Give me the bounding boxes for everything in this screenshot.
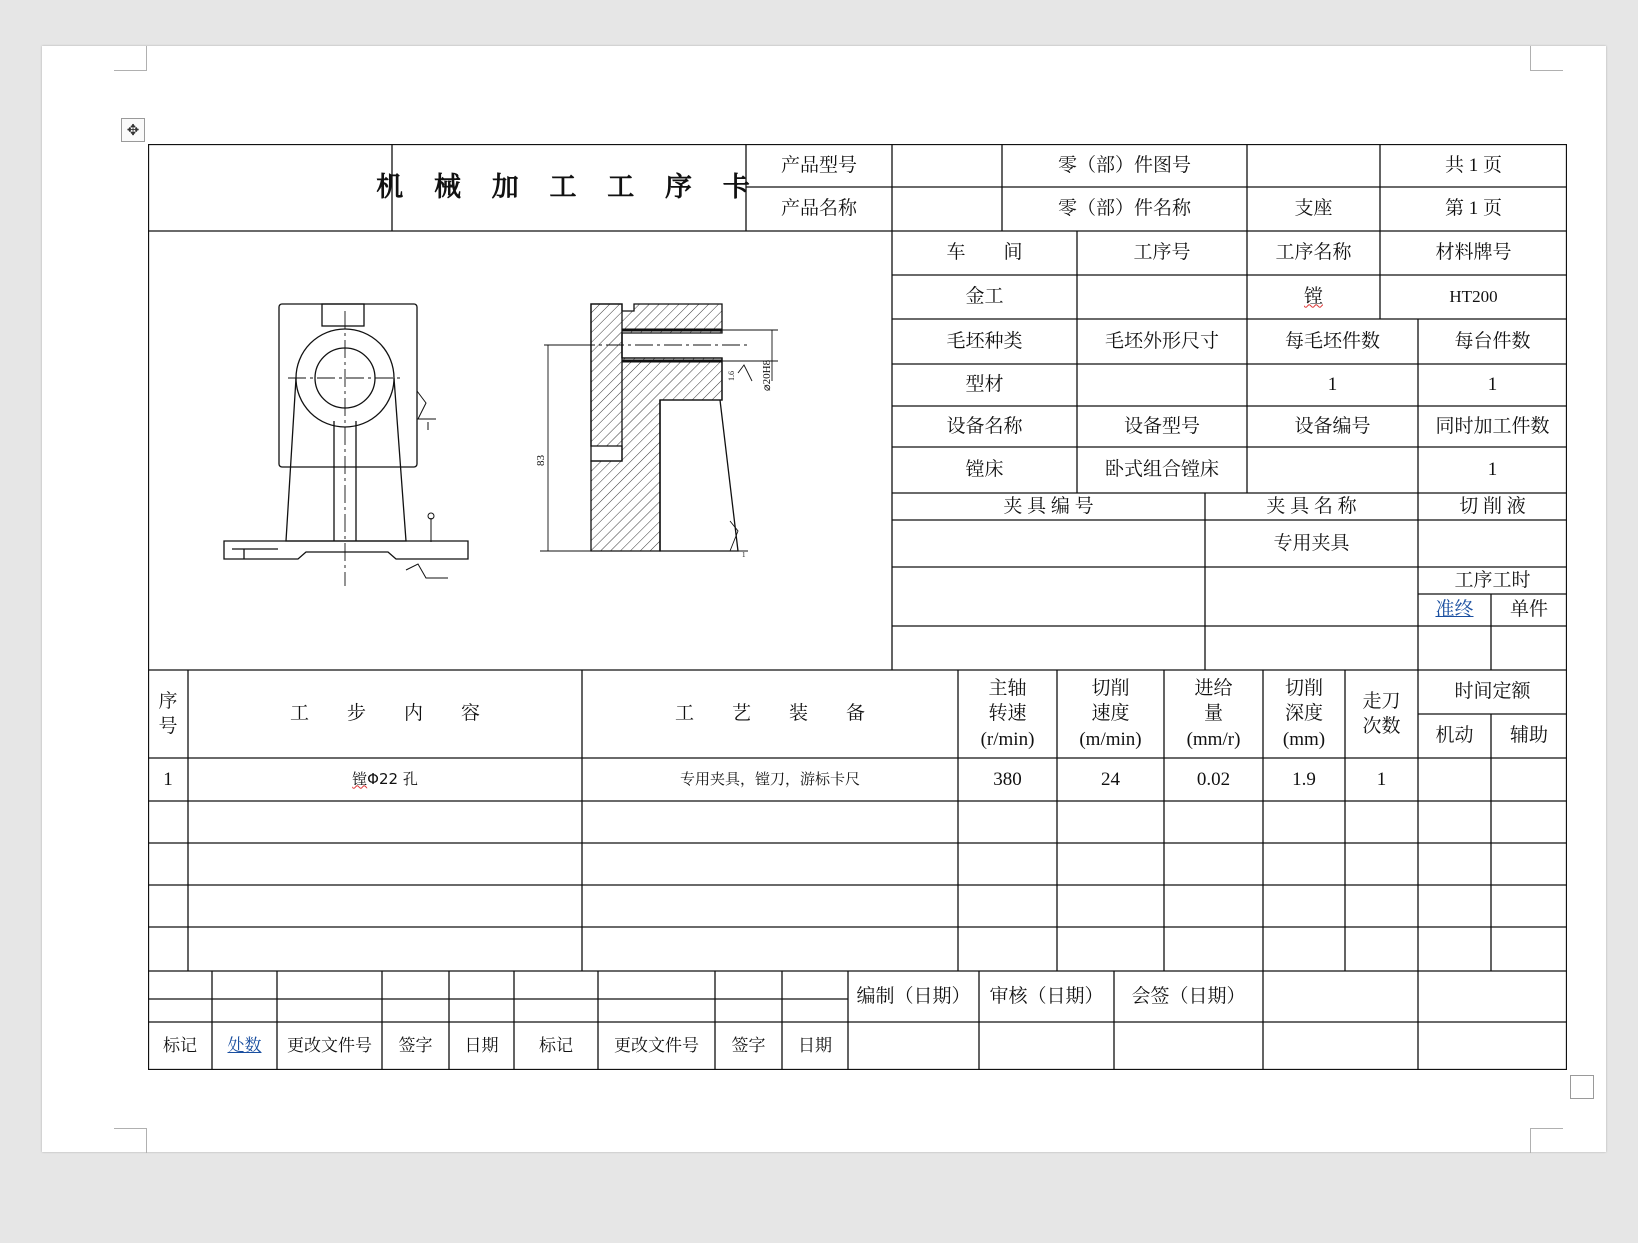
- simultaneous-label: 同时加工件数: [1435, 415, 1550, 437]
- cut-speed-header: 切削 速度 (m/min): [1079, 678, 1142, 750]
- footer-mark-2: 标记: [539, 1035, 573, 1055]
- part-drawing-no-label: 零（部）件图号: [1057, 154, 1191, 176]
- compiled-date-label: 编制（日期）: [856, 985, 971, 1007]
- footer-date: 日期: [464, 1035, 499, 1055]
- footer-sign-2: 签字: [731, 1035, 766, 1055]
- front-view-centerlines: [288, 311, 403, 586]
- card-title: 机 械 加 工 工 序 卡: [376, 171, 762, 202]
- equipment-no-value[interactable]: [1247, 447, 1418, 493]
- spindle-speed-header: 主轴 转速 (r/min): [980, 678, 1035, 750]
- equipment-model-label: 设备型号: [1123, 415, 1200, 437]
- per-unit-label: 每台件数: [1454, 330, 1531, 352]
- front-view-roughness-symbols: [406, 391, 448, 578]
- blank-size-value[interactable]: [1077, 364, 1247, 406]
- step-1-equipment[interactable]: 专用夹具，镗刀，游标卡尺: [679, 769, 860, 788]
- passes-header: 走刀 次数: [1362, 690, 1401, 737]
- workshop-label: 车 间: [946, 242, 1023, 264]
- footer-sign: 签字: [398, 1035, 433, 1055]
- step-1-cut-speed[interactable]: 24: [1101, 768, 1120, 790]
- equipment-name-label: 设备名称: [946, 415, 1023, 437]
- crop-mark-top-left: [114, 46, 147, 71]
- part-name-label: 零（部）件名称: [1057, 198, 1191, 220]
- coolant-label: 切 削 液: [1459, 495, 1526, 517]
- bore-dimension-label: ⌀20H8: [761, 359, 773, 391]
- fixture-name-label: 夹 具 名 称: [1266, 495, 1357, 517]
- footer-count: 处数: [227, 1035, 262, 1055]
- step-content-header: 工 步 内 容: [289, 703, 480, 725]
- step-1-content[interactable]: 镗Φ22 孔: [352, 769, 418, 788]
- feed-header: 进给 量 (mm/r): [1186, 678, 1241, 750]
- per-blank-value[interactable]: 1: [1327, 374, 1338, 396]
- table-move-handle-icon[interactable]: ✥: [121, 118, 145, 142]
- step-1-spindle[interactable]: 380: [993, 768, 1022, 790]
- per-blank-label: 每毛坯件数: [1284, 330, 1380, 352]
- equipment-name-value[interactable]: 镗床: [965, 459, 1004, 481]
- part-name-value[interactable]: 支座: [1294, 198, 1333, 220]
- step-1-depth[interactable]: 1.9: [1292, 768, 1316, 790]
- process-card-table: [148, 144, 1567, 1070]
- simultaneous-value[interactable]: 1: [1487, 459, 1498, 481]
- product-name-label: 产品名称: [780, 198, 857, 220]
- section-view: [591, 304, 738, 551]
- step-no-header: 序 号: [158, 690, 178, 737]
- page-number: 第 1 页: [1444, 198, 1502, 220]
- process-name-label: 工序名称: [1275, 242, 1352, 264]
- footer-change-doc: 更改文件号: [287, 1035, 372, 1055]
- part-technical-drawing: [148, 231, 892, 670]
- product-model-label: 产品型号: [780, 154, 857, 176]
- cut-depth-header: 切削 深度 (mm): [1282, 678, 1326, 750]
- product-model-value[interactable]: [892, 144, 1002, 187]
- product-name-value[interactable]: [892, 187, 1002, 231]
- blank-type-value[interactable]: 型材: [965, 374, 1004, 396]
- table-resize-handle[interactable]: [1570, 1075, 1594, 1099]
- roughness-mark-label: 1: [742, 551, 746, 559]
- footer-mark: 标记: [163, 1035, 197, 1055]
- fixture-name-value[interactable]: 专用夹具: [1273, 532, 1350, 554]
- process-time-label: 工序工时: [1454, 569, 1531, 591]
- footer-change-doc-2: 更改文件号: [614, 1035, 699, 1055]
- step-1-machine-time[interactable]: [1418, 758, 1491, 801]
- process-no-label: 工序号: [1133, 242, 1191, 264]
- step-1-no[interactable]: 1: [163, 768, 173, 790]
- footer-date-2: 日期: [798, 1035, 832, 1055]
- equipment-model-value[interactable]: 卧式组合镗床: [1104, 459, 1219, 481]
- equipment-no-label: 设备编号: [1294, 415, 1371, 437]
- aux-time-header: 辅助: [1509, 725, 1548, 747]
- time-quota-header: 时间定额: [1454, 681, 1531, 703]
- height-dimension-label: 83: [535, 455, 547, 466]
- per-unit-value[interactable]: 1: [1487, 374, 1498, 396]
- countersigned-date-label: 会签（日期）: [1131, 985, 1246, 1007]
- process-name-value[interactable]: 镗: [1303, 286, 1323, 308]
- roughness-bore-label: 1.6: [727, 371, 736, 381]
- unit-time-label: 单件: [1509, 599, 1548, 621]
- part-drawing-no-value[interactable]: [1247, 144, 1380, 187]
- step-1-aux-time[interactable]: [1491, 758, 1567, 801]
- crop-mark-bottom-left: [114, 1128, 147, 1153]
- blank-type-label: 毛坯种类: [946, 330, 1023, 352]
- step-equipment-header: 工 艺 装 备: [674, 703, 865, 725]
- crop-mark-bottom-right: [1530, 1128, 1563, 1153]
- process-no-value[interactable]: [1077, 275, 1247, 319]
- reviewed-date-label: 审核（日期）: [989, 985, 1104, 1007]
- step-1-feed[interactable]: 0.02: [1196, 768, 1231, 790]
- machine-time-header: 机动: [1435, 725, 1474, 747]
- step-1-passes[interactable]: 1: [1376, 768, 1387, 790]
- prep-time-label: 准终: [1435, 599, 1474, 621]
- total-pages: 共 1 页: [1444, 154, 1502, 176]
- blank-size-label: 毛坯外形尺寸: [1104, 330, 1219, 352]
- material-value[interactable]: HT200: [1449, 286, 1498, 306]
- crop-mark-top-right: [1530, 46, 1563, 71]
- material-label: 材料牌号: [1435, 242, 1512, 264]
- fixture-no-label: 夹 具 编 号: [1003, 495, 1094, 517]
- workshop-value[interactable]: 金工: [965, 286, 1004, 308]
